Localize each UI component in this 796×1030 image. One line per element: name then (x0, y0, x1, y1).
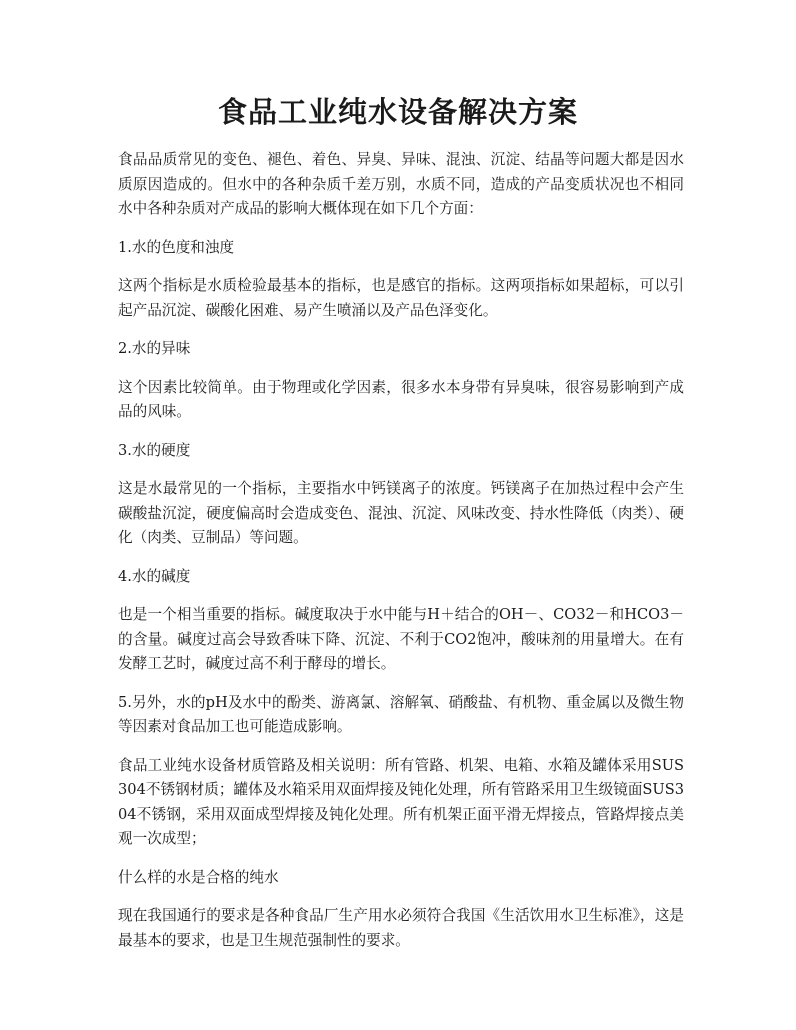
section-heading-hardness: 3.水的硬度 (118, 441, 191, 459)
section-body-color-turbidity: 这两个指标是水质检验最基本的指标，也是感官的指标。这两项指标如果超标，可以引起产品沉淀、碳酸化困难、易产生喷涌以及产品色泽变化。 (118, 277, 684, 319)
point-5-paragraph: 5.另外，水的pH及水中的酚类、游离氯、溶解氧、硝酸盐、有机物、重金属以及微生物等因素对食品加工也可能造成影响。 (118, 693, 684, 735)
qualified-water-body: 现在我国通行的要求是各种食品厂生产用水必须符合我国《生活饮用水卫生标准》，这是最基本的要求，也是卫生规范强制性的要求。 (118, 907, 684, 949)
materials-paragraph: 食品工业纯水设备材质管路及相关说明：所有管路、机架、电箱、水箱及罐体采用SUS304不锈钢材质；罐体及水箱采用双面焊接及钝化处理，所有管路采用卫生级镜面SUS304不锈钢，采用双面成型焊接及钝化处理。所有机架正面平滑无焊接点，管路焊接点美观一次成型； (118, 756, 684, 847)
section-body-odor: 这个因素比较简单。由于物理或化学因素，很多水本身带有异臭味，很容易影响到产成品的风味。 (118, 378, 684, 420)
section-heading-odor: 2.水的异味 (118, 340, 191, 357)
qualified-water-heading: 什么样的水是合格的纯水 (118, 868, 279, 886)
section-heading-alkalinity: 4.水的碱度 (118, 567, 191, 585)
intro-paragraph: 食品品质常见的变色、褪色、着色、异臭、异味、混浊、沉淀、结晶等问题大都是因水质原因造成的。但水中的各种杂质千差万别，水质不同，造成的产品变质状况也不相同水中各种杂质对产成品的影响大概体现在如下几个方面： (118, 151, 684, 217)
section-body-hardness: 这是水最常见的一个指标，主要指水中钙镁离子的浓度。钙镁离子在加热过程中会产生碳酸盐沉淀，硬度偏高时会造成变色、混浊、沉淀、风味改变、持水性降低（肉类）、硬化（肉类、豆制品）等问题。 (118, 480, 684, 546)
document-body (118, 148, 684, 967)
page-title: 食品工业纯水设备解决方案 (217, 95, 578, 129)
section-body-alkalinity: 也是一个相当重要的指标。碱度取决于水中能与H＋结合的OH－、CO32－和HCO3－的含量。碱度过高会导致香味下降、沉淀、不利于CO2饱冲，酸味剂的用量增大。在有发酵工艺时，碱度过高不利于酵母的增长。 (118, 606, 684, 672)
section-heading-color-turbidity: 1.水的色度和浊度 (118, 238, 235, 256)
